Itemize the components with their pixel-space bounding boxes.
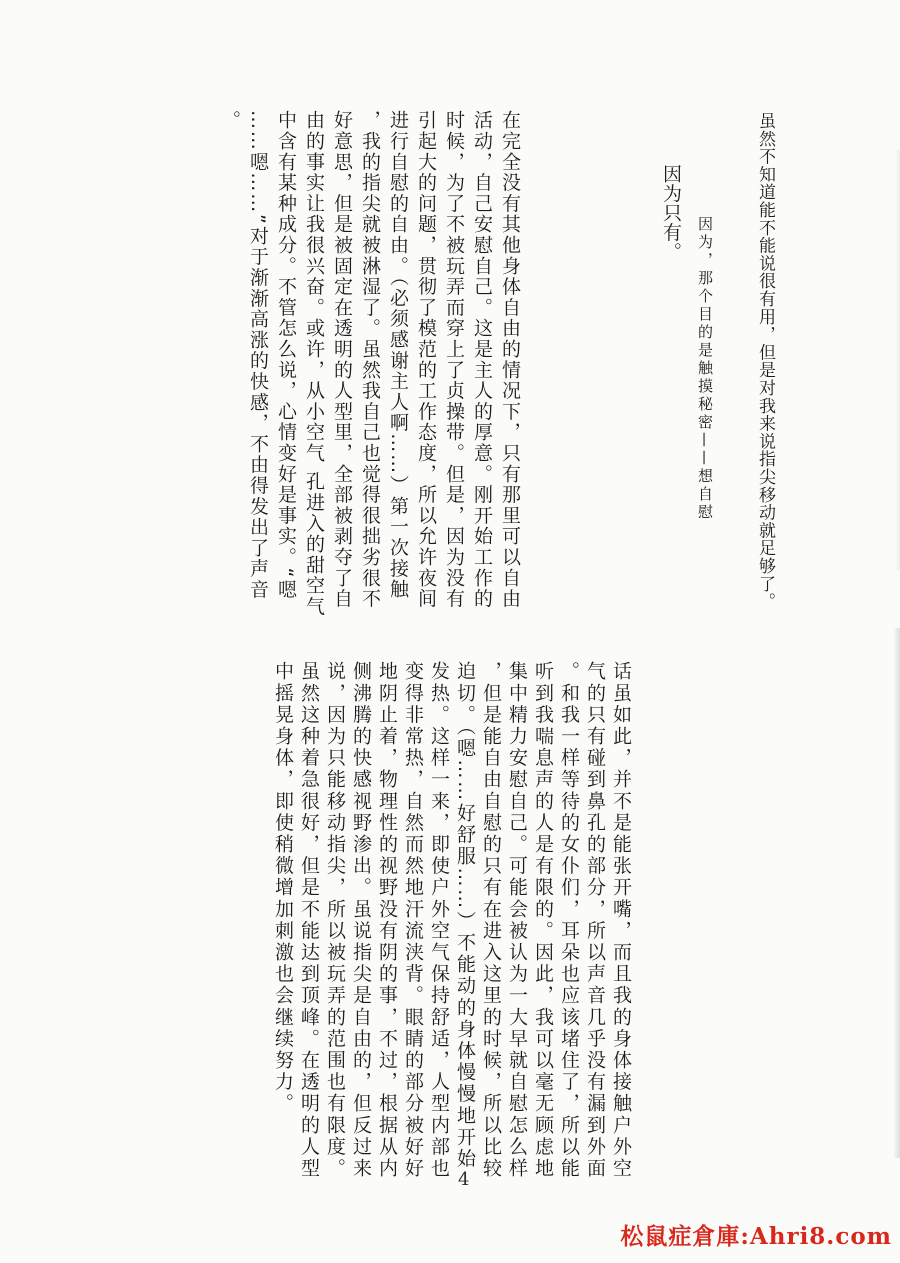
page-number: 4	[458, 1169, 470, 1190]
text-column: 发热。这样一来，即使户外空气保持舒适，人型内部也	[428, 661, 450, 1180]
intro-line-1: 虽然不知道能不能说很有用，但是对我来说指尖移动就足够了。	[755, 112, 775, 611]
intro-block	[659, 112, 776, 657]
text-column: 虽然这种着急很好，但是不能达到顶峰。在透明的人型	[298, 661, 320, 1180]
text-column: 地阴止着，物理性的视野没有阴的事，不过，根据从内	[376, 661, 398, 1180]
text-column: 侧沸腾的快感视野渗出。虽说指尖是自由的，但反过来	[350, 661, 372, 1180]
text-column: 迫切。（嗯……好舒服……）不能动的身体慢慢地开始	[454, 661, 476, 1170]
scan-edge-artifact	[893, 628, 900, 1158]
paragraph-block-1	[216, 110, 524, 635]
text-column: 时候，为了不被玩弄而穿上了贞操带。但是，因为没有	[443, 110, 465, 610]
text-column: 活动，自己安慰自己。这是主人的厚意。刚开始工作的	[471, 110, 493, 610]
text-column: 变得非常热，自然而然地汗流浃背。眼睛的部分被好好	[402, 661, 424, 1180]
text-column: 说，因为只能移动指尖，所以被玩弄的范围也有限度。	[324, 661, 346, 1180]
scan-edge-artifact	[895, 150, 900, 570]
text-column: 听到我喘息声的人是有限的。因此，我可以毫无顾虑地	[532, 661, 554, 1180]
text-column: 话虽如此，并不是能张开嘴，而且我的身体接触户外空	[610, 661, 632, 1180]
intro-line-3: 因为只有。	[660, 164, 682, 262]
text-column: 气的只有碰到鼻孔的部分，所以声音几乎没有漏到外面	[584, 661, 606, 1180]
text-column: 中含有某种成分。不管怎么说，心情变好是事实。“嗯	[275, 110, 297, 601]
intro-line-2: 因为，那个目的是触摸秘密——想自慰	[696, 216, 714, 522]
text-column: 。	[219, 110, 241, 131]
text-column: 在完全没有其他身体自由的情况下，只有那里可以自由	[499, 110, 521, 610]
text-column: 进行自慰的自由。（必须感谢主人啊……）第一次接触	[387, 110, 409, 600]
watermark-text: 松鼠症倉庫:Ahri8.com	[620, 1223, 892, 1250]
text-column: ，但是能自由自慰的只有在进入这里的时候，所以比较	[480, 661, 502, 1180]
text-column: 中摇晃身体，即使稍微增加刺激也会继续努力。	[272, 661, 294, 1115]
paragraph-block-2	[270, 661, 634, 1196]
text-column: ……嗯……”对于渐渐高涨的快感，不由得发出了声音	[247, 110, 269, 601]
text-column: 引起大的问题，贯彻了模范的工作态度，所以允许夜间	[415, 110, 437, 610]
text-column: 。和我一样等待的女仆们，耳朵也应该堵住了，所以能	[558, 661, 580, 1180]
text-column: 由的事实让我很兴奋。或许，从小空气 孔进入的甜空气	[303, 110, 325, 618]
text-column: ，我的指尖就被淋湿了。虽然我自己也觉得很拙劣很不	[359, 110, 381, 610]
text-column: 集中精力安慰自己。可能会被认为一大早就自慰怎么样	[506, 661, 528, 1180]
text-column: 好意思，但是被固定在透明的人型里，全部被剥夺了自	[331, 110, 353, 610]
